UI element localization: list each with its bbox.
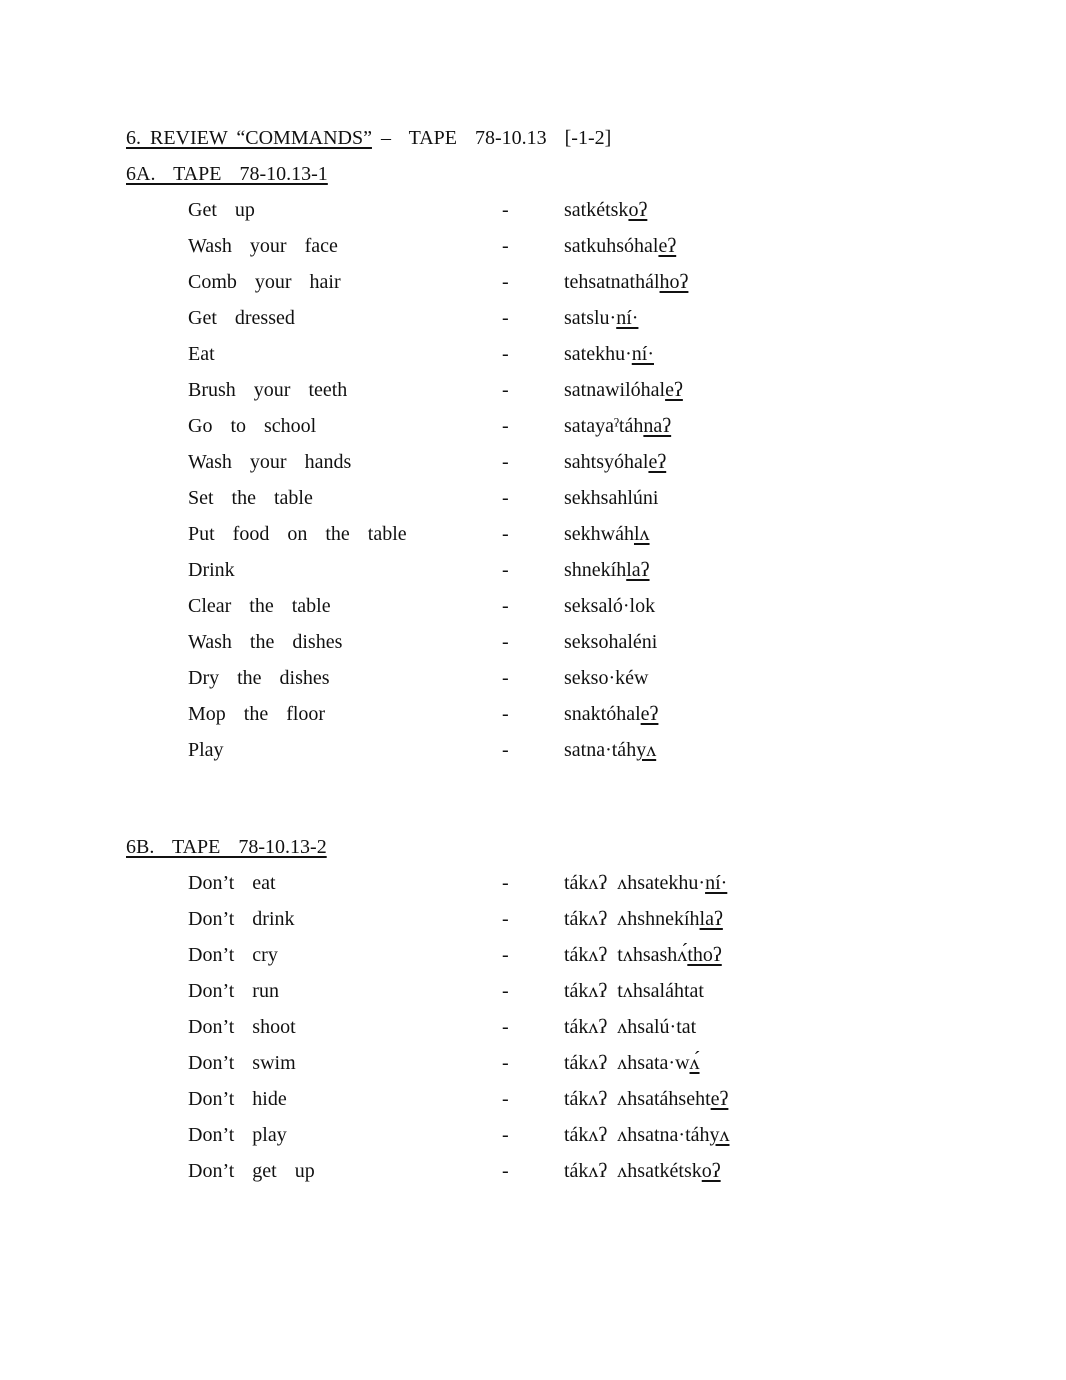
english-command: Dry the dishes [188, 667, 330, 689]
command-row [0, 1045, 1066, 1081]
command-row [0, 372, 1066, 408]
translation [564, 973, 704, 1009]
english-command: Don’t get up [188, 1160, 315, 1182]
separator-dash: - [502, 415, 509, 437]
subsection-a-heading [126, 162, 328, 186]
command-row [0, 696, 1066, 732]
translation [564, 696, 658, 732]
translation-underlined-part: ní· [616, 307, 639, 329]
command-row [0, 444, 1066, 480]
command-row [0, 408, 1066, 444]
separator-dash: - [502, 1124, 509, 1146]
section-title-tape: – TAPE 78-10.13 [-1-2] [371, 127, 612, 149]
separator-dash: - [502, 271, 509, 293]
english-command: Mop the floor [188, 703, 326, 725]
command-row [0, 336, 1066, 372]
separator-dash: - [502, 1016, 509, 1038]
command-row [0, 1153, 1066, 1189]
command-row [0, 552, 1066, 588]
translation-underlined-part: oʔ [628, 199, 648, 221]
translation-underlined-part: ní· [705, 872, 728, 894]
separator-dash: - [502, 307, 509, 329]
command-row [0, 1009, 1066, 1045]
english-command: Play [188, 739, 224, 761]
translation-text: tehsatnathál [564, 271, 660, 293]
command-row [0, 1117, 1066, 1153]
separator-dash: - [502, 559, 509, 581]
english-command: Don’t shoot [188, 1016, 296, 1038]
translation [564, 1117, 730, 1153]
english-command: Don’t eat [188, 872, 276, 894]
translation-text: tákʌʔ ʌhshnekíh [564, 908, 700, 930]
translation [564, 660, 648, 696]
separator-dash: - [502, 1052, 509, 1074]
translation-text: tákʌʔ ʌhsatáhseht [564, 1088, 711, 1110]
translation-underlined-part: oʔ [701, 1160, 721, 1182]
english-command: Wash your hands [188, 451, 352, 473]
translation [564, 516, 650, 552]
translation [564, 228, 676, 264]
separator-dash: - [502, 1088, 509, 1110]
english-command: Go to school [188, 415, 317, 437]
translation [564, 1081, 728, 1117]
translation-underlined-part: lʌ [633, 523, 650, 545]
translation-text: tákʌʔ ʌhsatekhu· [564, 872, 706, 894]
translation-text: tákʌʔ tʌhsashʌ́ [564, 944, 688, 966]
separator-dash: - [502, 379, 509, 401]
separator-dash: - [502, 1160, 509, 1182]
english-command: Don’t play [188, 1124, 287, 1146]
command-row [0, 264, 1066, 300]
translation-text: sekso·kéw [564, 667, 649, 689]
translation-underlined-part: hoʔ [659, 271, 689, 293]
command-row [0, 228, 1066, 264]
translation-underlined-part: laʔ [626, 559, 650, 581]
command-row [0, 732, 1066, 768]
translation-text: satekhu· [564, 343, 632, 365]
separator-dash: - [502, 980, 509, 1002]
translation-underlined-part: ní· [631, 343, 654, 365]
translation [564, 300, 638, 336]
translation-underlined-part: yʌ [709, 1124, 730, 1146]
translation-text: tákʌʔ ʌhsata·w [564, 1052, 690, 1074]
translation-text: shnekíh [564, 559, 627, 581]
english-command: Don’t swim [188, 1052, 296, 1074]
english-command: Set the table [188, 487, 313, 509]
translation-underlined-part: eʔ [665, 379, 683, 401]
separator-dash: - [502, 739, 509, 761]
translation-text: seksaló·lok [564, 595, 656, 617]
translation-text: seksohaléni [564, 631, 658, 653]
separator-dash: - [502, 631, 509, 653]
separator-dash: - [502, 908, 509, 930]
translation-underlined-part: eʔ [710, 1088, 729, 1110]
command-row [0, 1081, 1066, 1117]
command-list-a [0, 192, 1066, 768]
command-list-b [0, 865, 1066, 1189]
separator-dash: - [502, 667, 509, 689]
translation-underlined-part: eʔ [648, 451, 667, 473]
translation-text: satna·táh [564, 739, 637, 761]
english-command: Wash your face [188, 235, 338, 257]
translation [564, 865, 727, 901]
translation [564, 588, 655, 624]
translation-underlined-part: yʌ [636, 739, 657, 761]
separator-dash: - [502, 451, 509, 473]
translation-underlined-part: ʌ́ [689, 1052, 700, 1074]
translation-text: sekhwáh [564, 523, 634, 545]
english-command: Eat [188, 343, 215, 365]
english-command: Don’t cry [188, 944, 278, 966]
command-row [0, 865, 1066, 901]
translation-text: tákʌʔ ʌhsatkétsk [564, 1160, 702, 1182]
translation-text: tákʌʔ tʌhsaláhtat [564, 980, 704, 1002]
english-command: Don’t run [188, 980, 279, 1002]
translation [564, 336, 654, 372]
translation [564, 192, 647, 228]
translation-text: tákʌʔ ʌhsatna·táh [564, 1124, 710, 1146]
translation [564, 264, 688, 300]
english-command: Don’t hide [188, 1088, 287, 1110]
english-command: Put food on the table [188, 523, 407, 545]
command-row [0, 624, 1066, 660]
translation-text: satkétsk [564, 199, 629, 221]
section-title [126, 126, 611, 150]
translation-text: satnawilóhal [564, 379, 666, 401]
translation [564, 1045, 700, 1081]
command-row [0, 516, 1066, 552]
section-title-label: 6. REVIEW “COMMANDS” [126, 127, 372, 149]
translation-text: snaktóhal [564, 703, 641, 725]
translation-text: sahtsyóhal [564, 451, 649, 473]
english-command: Get up [188, 199, 255, 221]
translation [564, 624, 657, 660]
separator-dash: - [502, 595, 509, 617]
english-command: Wash the dishes [188, 631, 343, 653]
command-row [0, 588, 1066, 624]
command-row [0, 901, 1066, 937]
separator-dash: - [502, 199, 509, 221]
translation [564, 1009, 696, 1045]
separator-dash: - [502, 872, 509, 894]
english-command: Get dressed [188, 307, 295, 329]
command-row [0, 192, 1066, 228]
translation-underlined-part: eʔ [640, 703, 659, 725]
translation [564, 552, 650, 588]
separator-dash: - [502, 523, 509, 545]
translation [564, 372, 683, 408]
command-row [0, 480, 1066, 516]
translation [564, 444, 666, 480]
separator-dash: - [502, 343, 509, 365]
english-command: Comb your hair [188, 271, 341, 293]
translation [564, 480, 658, 516]
english-command: Clear the table [188, 595, 331, 617]
translation-underlined-part: eʔ [658, 235, 677, 257]
separator-dash: - [502, 235, 509, 257]
subsection-b-heading-text: 6B. TAPE 78-10.13-2 [126, 836, 327, 858]
command-row [0, 937, 1066, 973]
english-command: Drink [188, 559, 235, 581]
translation-text: sekhsahlúni [564, 487, 659, 509]
english-command: Don’t drink [188, 908, 295, 930]
translation [564, 732, 656, 768]
english-command: Brush your teeth [188, 379, 348, 401]
translation-text: satayaˀtáh [564, 415, 644, 437]
separator-dash: - [502, 944, 509, 966]
translation [564, 937, 722, 973]
translation-text: satslu· [564, 307, 617, 329]
command-row [0, 300, 1066, 336]
translation-underlined-part: naʔ [643, 415, 672, 437]
subsection-b-heading [126, 835, 327, 859]
translation [564, 1153, 721, 1189]
translation [564, 408, 671, 444]
translation-underlined-part: thoʔ [687, 944, 722, 966]
command-row [0, 660, 1066, 696]
translation-text: tákʌʔ ʌhsalú·tat [564, 1016, 697, 1038]
translation-text: satkuhsóhal [564, 235, 659, 257]
translation [564, 901, 723, 937]
translation-underlined-part: laʔ [699, 908, 723, 930]
subsection-a-heading-text: 6A. TAPE 78-10.13-1 [126, 163, 328, 185]
separator-dash: - [502, 703, 509, 725]
separator-dash: - [502, 487, 509, 509]
command-row [0, 973, 1066, 1009]
